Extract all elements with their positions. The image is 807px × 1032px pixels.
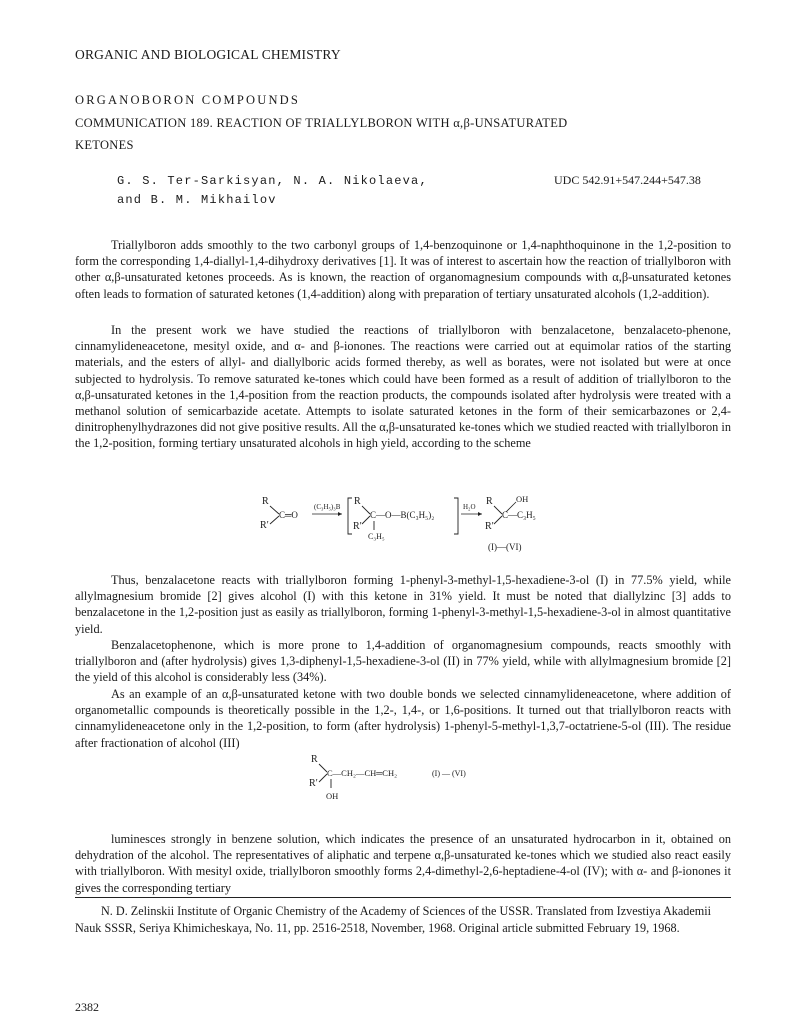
scheme-intermediate: C—O—B(C₃H₅)₂ [370, 510, 435, 520]
paragraph-4: Benzalacetophenone, which is more prone to 1,4-addition of organomagnesium compounds, reacts smoothly with triallylboron and (after hydrolysis) gives 1,3-diphenyl-1,5-hexadiene-3-ol (II) in 77% yield, while with allylmagnesium bromide [2] the yield of this alcohol is considerably less (34%). [75, 638, 731, 685]
communication-title: COMMUNICATION 189. REACTION OF TRIALLYLBORON WITH α,β-UNSATURATED [75, 116, 568, 130]
scheme-r: R [262, 496, 269, 507]
structure-r-prime: R′ [309, 778, 318, 789]
authors-line-2: and B. M. Mikhailov [117, 193, 277, 207]
scheme-product-oh: OH [516, 494, 529, 504]
structure-oh: OH [326, 791, 339, 801]
scheme-r-prime: R′ [260, 520, 269, 531]
footnote: N. D. Zelinskii Institute of Organic Chemistry of the Academy of Sciences of the USSR. Translated from Izvestiya Akademii Nauk SSSR, Seriya Khimicheskaya, No. 11, pp. 2516-2518, November, 1968. Original article submitted February 19, 1968. [75, 904, 712, 935]
structure-chain: C—CH₂—CH═CH₂ [327, 768, 398, 778]
structure-r: R [311, 754, 318, 765]
paragraph-1: Triallylboron adds smoothly to the two carbonyl groups of 1,4-benzoquinone or 1,4-naphthoquinone in the 1,2-position to form the corresponding 1,4-diallyl-1,4-dihydroxy derivatives [1]. It was of interest to ascertain how the reaction of triallylboron with other α,β-unsaturated ketones proceeds. As is known, the reaction of organomagnesium compounds with α,β-unsaturated ketones often leads to formation of saturated ketones (1,4-addition) along with preparation of tertiary unsaturated alcohols (1,2-addition). [75, 238, 731, 301]
series-title: ORGANOBORON COMPOUNDS [75, 93, 301, 107]
paragraph-6: luminesces strongly in benzene solution, which indicates the presence of an unsaturated hydrocarbon in it, obtained on dehydration of the alcohol. The representatives of aliphatic and terpene α,β-unsaturated ke-tones which we studied also react easily with triallylboron. With mesityl oxide, triallylboron smoothly forms 2,4-dimethyl-2,6-heptadiene-4-ol (IV); with α- and β-ionones it gives the corresponding tertiary [75, 832, 731, 895]
paragraph-2: In the present work we have studied the reactions of triallylboron with benzalacetone, benzalaceto-phenone, cinnamylideneacetone, mesityl oxide, and α- and β-ionones. The reactions were carried out at equimolar ratios of the starting materials, and the esters of allyl- and diallylboric acids formed thereby, as well as borates, were not isolated but were at once subjected to hydrolysis. To remove saturated ke-tones which could have been formed as a result of addition of triallylboron to the α,β-unsaturated ketones in the 1,4-position from the reaction products, the compounds isolated after hydrolysis were treated with a methanol solution of semicarbazide acetate. Attempts to isolate saturated ketones in the form of their semicarbazones or 2,4-dinitrophenylhydrazones did not give positive results. All the α,β-unsaturated ke-tones which we studied reacted with triallylboron in the 1,2-position, forming tertiary unsaturated alcohols in high yield, according to the scheme [75, 323, 731, 451]
scheme-hydrolysis: H₂O [463, 503, 476, 511]
scheme-intermediate-r-prime: R′ [353, 521, 362, 532]
section-heading: ORGANIC AND BIOLOGICAL CHEMISTRY [75, 47, 341, 62]
scheme-allyl: C₃H₅ [368, 532, 385, 541]
authors [117, 172, 428, 210]
udc-code: UDC 542.91+547.244+547.38 [554, 173, 701, 187]
structure-label: (I) — (VI) [432, 769, 466, 778]
product-structure [309, 752, 509, 804]
communication-title-continued: KETONES [75, 138, 134, 152]
paragraph-5: As an example of an α,β-unsaturated ketone with two double bonds we selected cinnamylideneacetone, where addition of organometallic compounds is theoretically possible in the 1,2-, 1,4-, or 1,6-positions. It turned out that triallylboron reacts with cinnamylideneacetone only in the 1,2-position, to form (after hydrolysis) 1-phenyl-5-methyl-1,3,7-octatriene-5-ol (III). The residue after fractionation of alcohol (III) [75, 687, 731, 750]
scheme-carbonyl: C═O [279, 510, 298, 520]
paragraph-3: Thus, benzalacetone reacts with triallylboron forming 1-phenyl-3-methyl-1,5-hexadiene-3-ol (I) in 77.5% yield, while allylmagnesium bromide [2] gives alcohol (I) with this ketone in 31% yield. It must be noted that diallylzinc [3] adds to benzalacetone in the 1,2-position just as easily as triallylboron, forming 1-phenyl-3-methyl-1,5-hexadiene-3-ol in almost quantitative yield. [75, 573, 731, 636]
scheme-product-label: (I)—(VI) [488, 542, 522, 552]
scheme-intermediate-r: R [354, 496, 361, 507]
page-number: 2382 [75, 1000, 99, 1014]
scheme-reagent: (C₃H₅)₃B [314, 503, 341, 511]
authors-line-1: G. S. Ter-Sarkisyan, N. A. Nikolaeva, [117, 174, 428, 188]
scheme-product-group: C—C₃H₅ [502, 510, 536, 520]
scheme-product-r: R [486, 496, 493, 507]
footnote-divider [75, 897, 731, 898]
reaction-scheme [260, 492, 560, 554]
scheme-product-r-prime: R′ [485, 521, 494, 532]
